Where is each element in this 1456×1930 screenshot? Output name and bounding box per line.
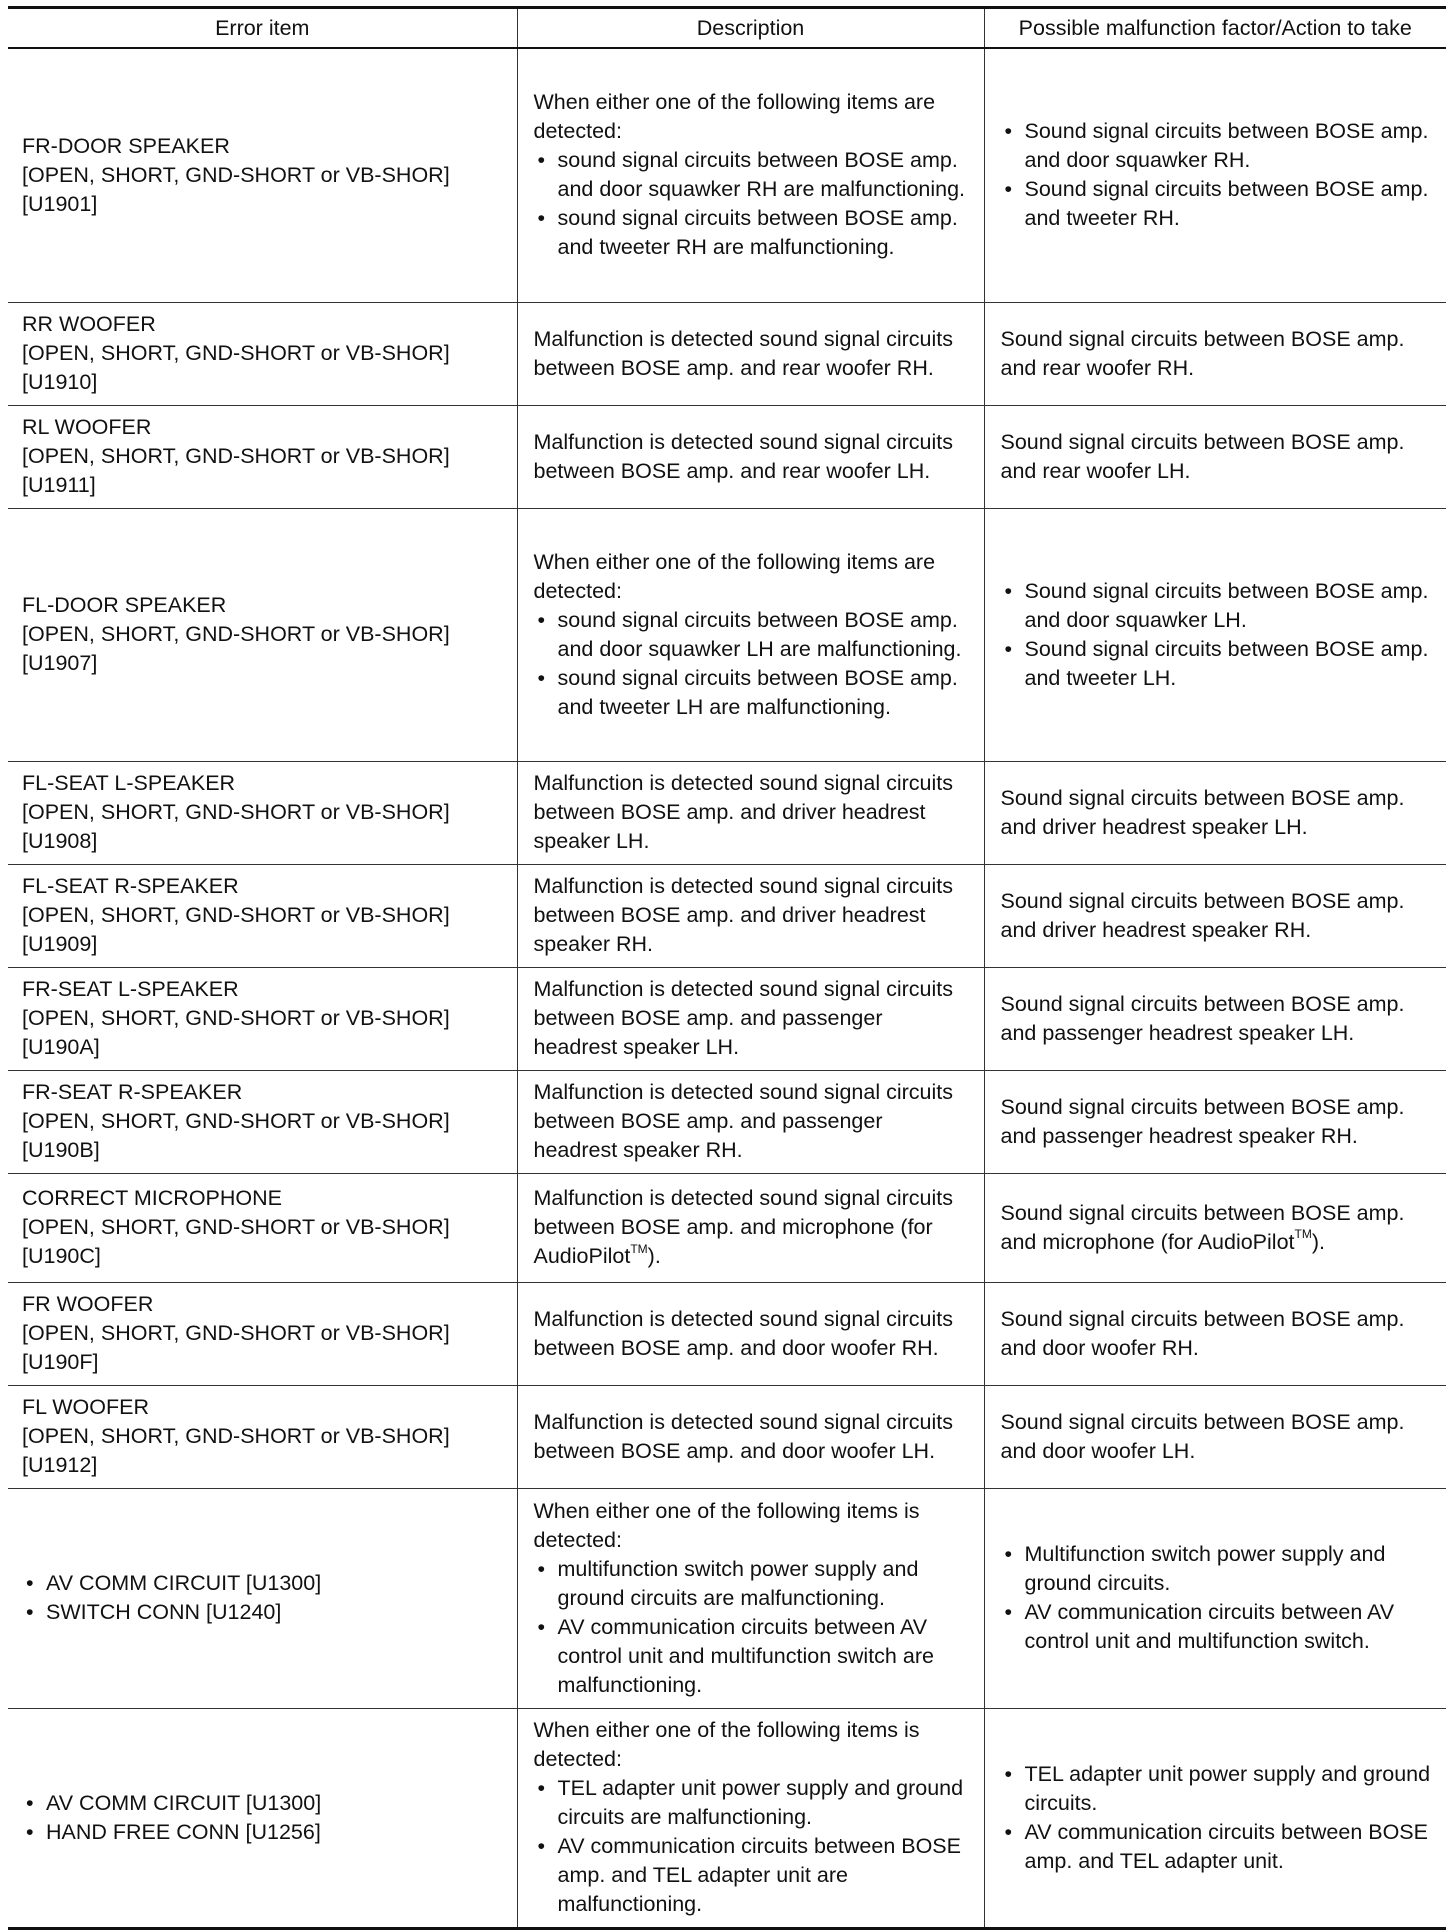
- action-text: Sound signal circuits between BOSE amp. and microphone (for AudioPilot: [1000, 1200, 1405, 1254]
- error-item-status: [OPEN, SHORT, GND-SHORT or VB-SHOR]: [22, 444, 450, 468]
- description-list: [534, 1774, 970, 1919]
- table-row: [8, 967, 1446, 1070]
- error-item-status: [OPEN, SHORT, GND-SHORT or VB-SHOR]: [22, 622, 450, 646]
- list-item: • AV communication circuits between AV control unit and multifunction switch are malfunctioning.: [534, 1613, 970, 1700]
- description-cell: [517, 1708, 984, 1928]
- action-list: [1001, 1760, 1437, 1876]
- table-row: [8, 302, 1446, 405]
- description-intro: When either one of the following items is detected:: [533, 1718, 920, 1771]
- list-item: • TEL adapter unit power supply and ground circuits are malfunctioning.: [534, 1774, 970, 1832]
- list-item: • AV communication circuits between BOSE amp. and TEL adapter unit.: [1001, 1818, 1437, 1876]
- table-row: [8, 1282, 1446, 1385]
- list-item: • HAND FREE CONN [U1256]: [22, 1818, 503, 1847]
- list-item: • AV COMM CIRCUIT [U1300]: [22, 1789, 503, 1818]
- action-cell: Sound signal circuits between BOSE amp. and door woofer LH.: [984, 1385, 1446, 1488]
- action-cell: [984, 1708, 1446, 1928]
- trademark-mark: TM: [630, 1241, 648, 1256]
- error-item-title: FL WOOFER: [22, 1395, 150, 1419]
- error-item-title: FL-SEAT L-SPEAKER: [22, 771, 236, 795]
- error-item-status: [OPEN, SHORT, GND-SHORT or VB-SHOR]: [22, 1424, 450, 1448]
- error-item-status: [OPEN, SHORT, GND-SHORT or VB-SHOR]: [22, 341, 450, 365]
- error-item-code: [U190A]: [22, 1035, 100, 1059]
- error-item-code: [U1912]: [22, 1453, 98, 1477]
- error-item-cell: [8, 864, 517, 967]
- action-cell: Sound signal circuits between BOSE amp. and passenger headrest speaker RH.: [984, 1070, 1446, 1173]
- list-item: • sound signal circuits between BOSE amp. and tweeter LH are malfunctioning.: [534, 664, 970, 722]
- error-item-status: [OPEN, SHORT, GND-SHORT or VB-SHOR]: [22, 800, 450, 824]
- action-list: [1001, 117, 1437, 233]
- description-cell: Malfunction is detected sound signal circuits between BOSE amp. and driver headrest speaker RH.: [517, 864, 984, 967]
- list-item: • multifunction switch power supply and ground circuits are malfunctioning.: [534, 1555, 970, 1613]
- table-row: [8, 1385, 1446, 1488]
- trademark-mark: TM: [1294, 1227, 1312, 1242]
- list-item: • sound signal circuits between BOSE amp. and tweeter RH are malfunctioning.: [534, 204, 970, 262]
- list-item: • SWITCH CONN [U1240]: [22, 1598, 503, 1627]
- table-row: [8, 1708, 1446, 1928]
- error-item-code: [U1910]: [22, 370, 98, 394]
- error-item-code: [U1908]: [22, 829, 98, 853]
- list-item: • sound signal circuits between BOSE amp. and door squawker LH are malfunctioning.: [534, 606, 970, 664]
- error-item-cell: [8, 1385, 517, 1488]
- error-item-code: [U190B]: [22, 1138, 100, 1162]
- description-cell: Malfunction is detected sound signal circuits between BOSE amp. and door woofer RH.: [517, 1282, 984, 1385]
- error-item-code: [U1909]: [22, 932, 98, 956]
- error-item-status: [OPEN, SHORT, GND-SHORT or VB-SHOR]: [22, 1215, 450, 1239]
- description-cell: Malfunction is detected sound signal circuits between BOSE amp. and door woofer LH.: [517, 1385, 984, 1488]
- description-intro: When either one of the following items are detected:: [533, 90, 936, 144]
- table-row: [8, 508, 1446, 761]
- error-item-status: [OPEN, SHORT, GND-SHORT or VB-SHOR]: [22, 903, 450, 927]
- description-cell: [517, 508, 984, 761]
- description-cell: Malfunction is detected sound signal circuits between BOSE amp. and passenger headrest speaker LH.: [517, 967, 984, 1070]
- list-item: • sound signal circuits between BOSE amp. and door squawker RH are malfunctioning.: [534, 146, 970, 204]
- description-text-end: ).: [647, 1244, 661, 1268]
- table-header-row: [8, 8, 1446, 49]
- error-item-cell: [8, 48, 517, 302]
- table-row: [8, 761, 1446, 864]
- description-cell: Malfunction is detected sound signal circuits between BOSE amp. and passenger headrest speaker RH.: [517, 1070, 984, 1173]
- table-row: [8, 1488, 1446, 1708]
- error-item-status: [OPEN, SHORT, GND-SHORT or VB-SHOR]: [22, 162, 450, 187]
- error-item-cell: [8, 1708, 517, 1928]
- description-intro: When either one of the following items is detected:: [533, 1498, 920, 1552]
- error-item-cell: [8, 1488, 517, 1708]
- page: [8, 6, 1446, 1930]
- action-cell: Sound signal circuits between BOSE amp. and door woofer RH.: [984, 1282, 1446, 1385]
- error-item-cell: [8, 508, 517, 761]
- error-item-title: FR-SEAT L-SPEAKER: [22, 977, 239, 1001]
- error-item-title: RR WOOFER: [22, 312, 156, 336]
- description-list: [534, 606, 970, 722]
- action-cell: Sound signal circuits between BOSE amp. and passenger headrest speaker LH.: [984, 967, 1446, 1070]
- column-header-error-item: Error item: [8, 8, 517, 49]
- description-cell: [517, 1173, 984, 1282]
- list-item: • TEL adapter unit power supply and ground circuits.: [1001, 1760, 1437, 1818]
- list-item: • Sound signal circuits between BOSE amp. and door squawker LH.: [1001, 577, 1437, 635]
- list-item: • Sound signal circuits between BOSE amp. and tweeter RH.: [1001, 175, 1437, 233]
- table-row: [8, 1173, 1446, 1282]
- action-cell: [984, 1488, 1446, 1708]
- error-item-title: FL-SEAT R-SPEAKER: [22, 874, 239, 898]
- action-cell: [984, 48, 1446, 302]
- list-item: • Sound signal circuits between BOSE amp. and tweeter LH.: [1001, 635, 1437, 693]
- description-text: Malfunction is detected sound signal circuits between BOSE amp. and microphone (for AudioPilot: [533, 1186, 953, 1268]
- error-item-cell: [8, 1173, 517, 1282]
- error-item-title: RL WOOFER: [22, 415, 152, 439]
- list-item: • AV communication circuits between BOSE amp. and TEL adapter unit are malfunctioning.: [534, 1832, 970, 1919]
- description-cell: [517, 48, 984, 302]
- action-list: [1001, 577, 1437, 693]
- error-item-status: [OPEN, SHORT, GND-SHORT or VB-SHOR]: [22, 1109, 450, 1133]
- error-item-title: FR-DOOR SPEAKER: [22, 133, 230, 158]
- action-cell: Sound signal circuits between BOSE amp. and rear woofer LH.: [984, 405, 1446, 508]
- action-cell: Sound signal circuits between BOSE amp. and driver headrest speaker LH.: [984, 761, 1446, 864]
- action-cell: Sound signal circuits between BOSE amp. and driver headrest speaker RH.: [984, 864, 1446, 967]
- action-list: [1001, 1540, 1437, 1656]
- error-item-cell: [8, 761, 517, 864]
- table-row: [8, 48, 1446, 302]
- error-item-title: FL-DOOR SPEAKER: [22, 593, 227, 617]
- table-row: [8, 1070, 1446, 1173]
- error-item-title: FR-SEAT R-SPEAKER: [22, 1080, 243, 1104]
- error-item-code: [U1911]: [22, 473, 96, 497]
- error-item-status: [OPEN, SHORT, GND-SHORT or VB-SHOR]: [22, 1321, 450, 1345]
- error-item-cell: [8, 405, 517, 508]
- error-item-code: [U1907]: [22, 651, 98, 675]
- error-item-code: [U1901]: [22, 191, 98, 216]
- error-item-title: CORRECT MICROPHONE: [22, 1186, 283, 1210]
- description-cell: Malfunction is detected sound signal circuits between BOSE amp. and rear woofer RH.: [517, 302, 984, 405]
- action-cell: Sound signal circuits between BOSE amp. and rear woofer RH.: [984, 302, 1446, 405]
- error-item-status: [OPEN, SHORT, GND-SHORT or VB-SHOR]: [22, 1006, 450, 1030]
- list-item: • Sound signal circuits between BOSE amp. and door squawker RH.: [1001, 117, 1437, 175]
- list-item: • Multifunction switch power supply and ground circuits.: [1001, 1540, 1437, 1598]
- list-item: • AV communication circuits between AV control unit and multifunction switch.: [1001, 1598, 1437, 1656]
- error-item-cell: [8, 967, 517, 1070]
- error-item-cell: [8, 302, 517, 405]
- error-item-cell: [8, 1282, 517, 1385]
- table-row: [8, 864, 1446, 967]
- error-item-code: [U190C]: [22, 1244, 101, 1268]
- column-header-description: Description: [517, 8, 984, 49]
- description-cell: Malfunction is detected sound signal circuits between BOSE amp. and driver headrest speaker LH.: [517, 761, 984, 864]
- description-cell: Malfunction is detected sound signal circuits between BOSE amp. and rear woofer LH.: [517, 405, 984, 508]
- description-list: [534, 146, 970, 262]
- error-item-list: [22, 1789, 503, 1847]
- error-item-title: FR WOOFER: [22, 1292, 154, 1316]
- description-cell: [517, 1488, 984, 1708]
- action-cell: [984, 1173, 1446, 1282]
- description-list: [534, 1555, 970, 1700]
- column-header-action: Possible malfunction factor/Action to take: [984, 8, 1446, 49]
- error-table: [8, 6, 1446, 1930]
- table-row: [8, 405, 1446, 508]
- action-cell: [984, 508, 1446, 761]
- error-item-cell: [8, 1070, 517, 1173]
- description-intro: When either one of the following items are detected:: [533, 549, 936, 603]
- list-item: • AV COMM CIRCUIT [U1300]: [22, 1569, 503, 1598]
- action-text-end: ).: [1311, 1229, 1325, 1254]
- error-item-code: [U190F]: [22, 1350, 99, 1374]
- error-item-list: [22, 1569, 503, 1627]
